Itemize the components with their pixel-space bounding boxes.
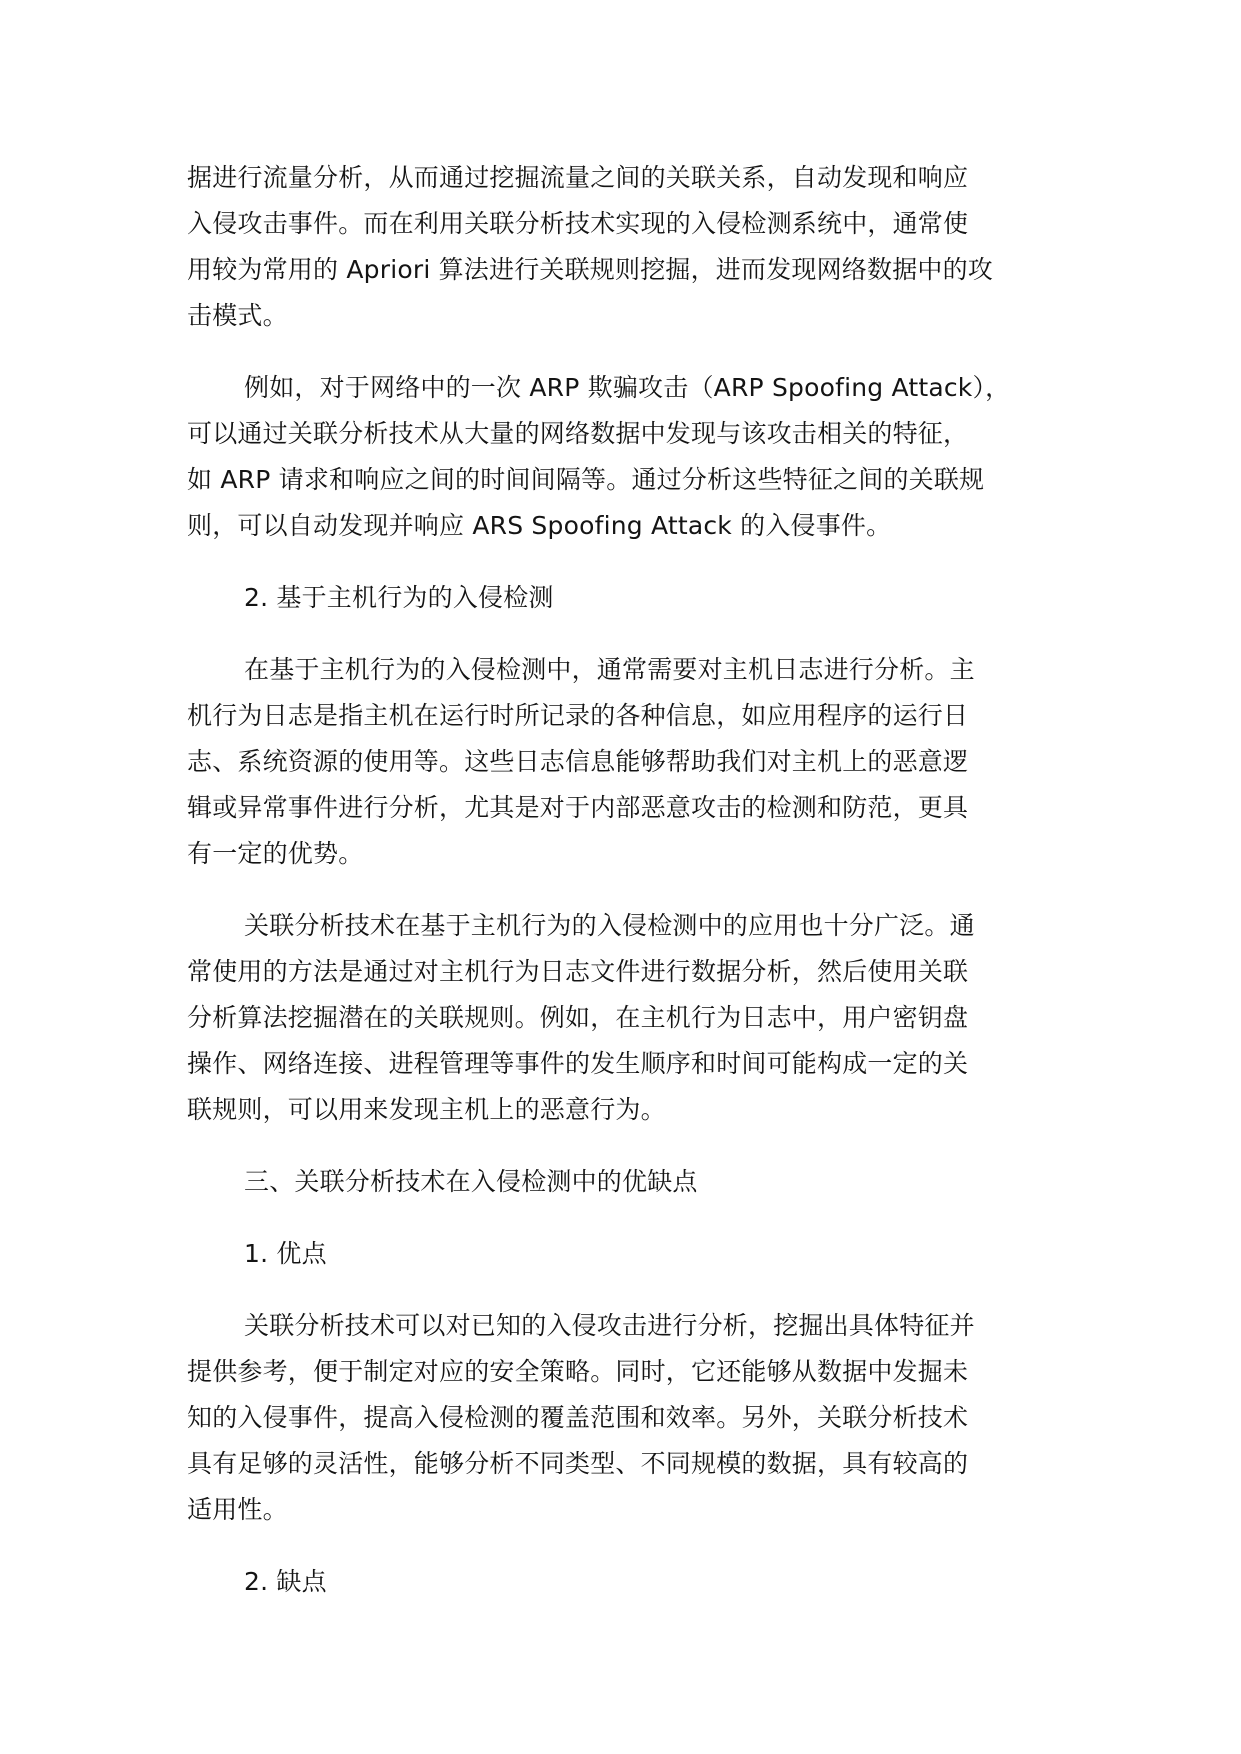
text-line: 适用性。 — [187, 1495, 288, 1524]
text-line: 有一定的优势。 — [187, 839, 364, 868]
text-line: 辑或异常事件进行分析，尤其是对于内部恶意攻击的检测和防范，更具 — [187, 793, 969, 822]
text-line: 联规则，可以用来发现主机上的恶意行为。 — [187, 1095, 666, 1124]
text-line: 用较为常用的 Apriori 算法进行关联规则挖掘，进而发现网络数据中的攻 — [187, 255, 994, 284]
heading-text: 2. 缺点 — [244, 1567, 327, 1596]
document-page — [187, 155, 1047, 1631]
text-line: 关联分析技术在基于主机行为的入侵检测中的应用也十分广泛。通 — [244, 911, 975, 940]
text-line: 如 ARP 请求和响应之间的时间间隔等。通过分析这些特征之间的关联规 — [187, 465, 985, 494]
text-line: 击模式。 — [187, 301, 288, 330]
text-line: 具有足够的灵活性，能够分析不同类型、不同规模的数据，具有较高的 — [187, 1449, 969, 1478]
text-line: 提供参考，便于制定对应的安全策略。同时，它还能够从数据中发掘未 — [187, 1357, 969, 1386]
section-heading-host-behavior — [187, 575, 1047, 621]
text-line: 常使用的方法是通过对主机行为日志文件进行数据分析，然后使用关联 — [187, 957, 969, 986]
heading-text: 1. 优点 — [244, 1239, 327, 1268]
paragraph-host-association — [187, 903, 1047, 1133]
section-heading-pros-cons — [187, 1159, 1047, 1205]
text-line: 则，可以自动发现并响应 ARS Spoofing Attack 的入侵事件。 — [187, 511, 892, 540]
paragraph-traffic-analysis — [187, 155, 1047, 339]
text-line: 例如，对于网络中的一次 ARP 欺骗攻击（ARP Spoofing Attack）， — [244, 373, 1011, 402]
text-line: 在基于主机行为的入侵检测中，通常需要对主机日志进行分析。主 — [244, 655, 975, 684]
text-line: 分析算法挖掘潜在的关联规则。例如，在主机行为日志中，用户密钥盘 — [187, 1003, 969, 1032]
text-line: 可以通过关联分析技术从大量的网络数据中发现与该攻击相关的特征， — [187, 419, 969, 448]
text-line: 机行为日志是指主机在运行时所记录的各种信息，如应用程序的运行日 — [187, 701, 969, 730]
text-line: 知的入侵事件，提高入侵检测的覆盖范围和效率。另外，关联分析技术 — [187, 1403, 969, 1432]
text-line: 关联分析技术可以对已知的入侵攻击进行分析，挖掘出具体特征并 — [244, 1311, 975, 1340]
text-line: 操作、网络连接、进程管理等事件的发生顺序和时间可能构成一定的关 — [187, 1049, 969, 1078]
subheading-disadvantages — [187, 1559, 1047, 1605]
heading-text: 三、关联分析技术在入侵检测中的优缺点 — [244, 1167, 698, 1196]
subheading-advantages — [187, 1231, 1047, 1277]
paragraph-host-logs — [187, 647, 1047, 877]
heading-text: 2. 基于主机行为的入侵检测 — [244, 583, 554, 612]
text-line: 入侵攻击事件。而在利用关联分析技术实现的入侵检测系统中，通常使 — [187, 209, 969, 238]
paragraph-arp-example — [187, 365, 1047, 549]
text-line: 据进行流量分析，从而通过挖掘流量之间的关联关系，自动发现和响应 — [187, 163, 969, 192]
paragraph-advantages — [187, 1303, 1047, 1533]
text-line: 志、系统资源的使用等。这些日志信息能够帮助我们对主机上的恶意逻 — [187, 747, 969, 776]
